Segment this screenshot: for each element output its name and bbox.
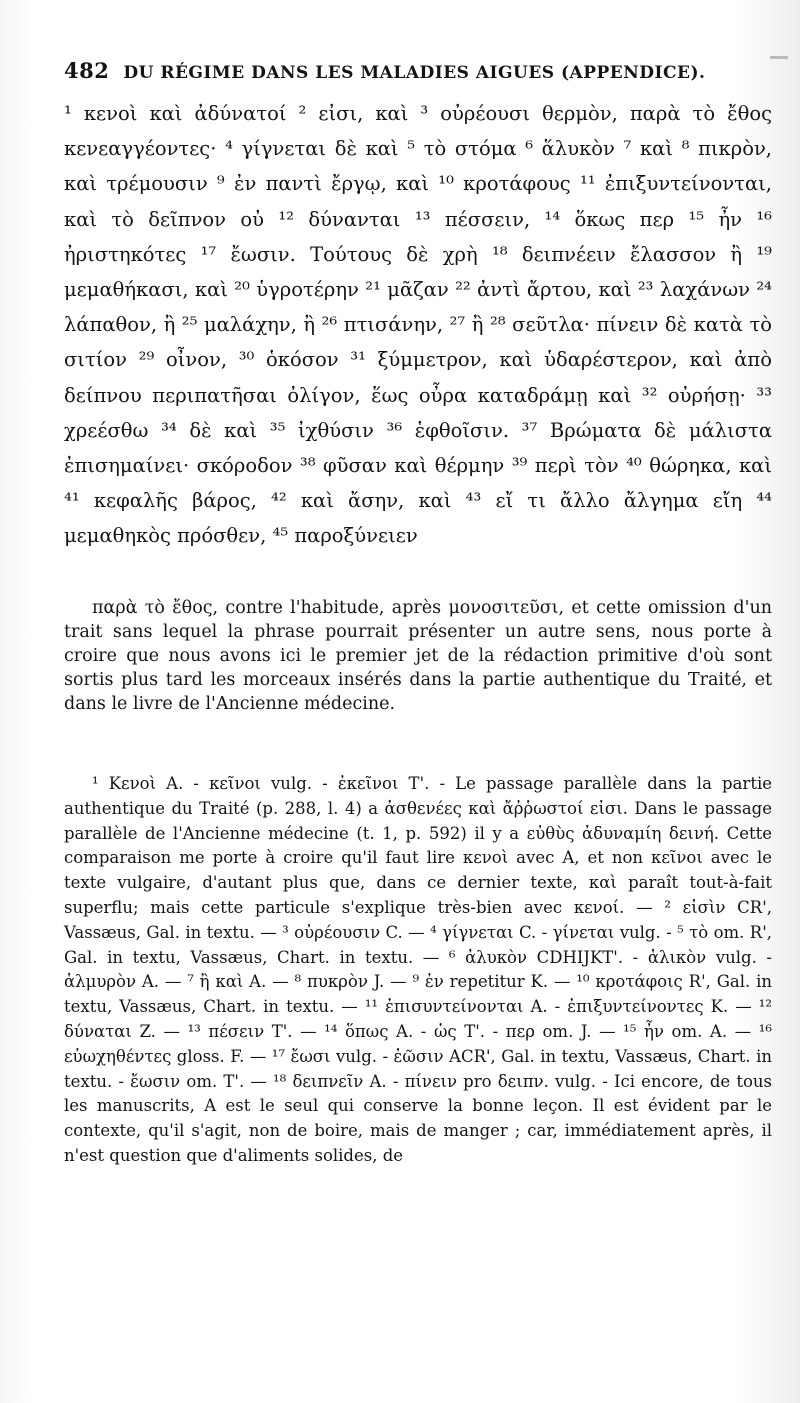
commentary-paragraph: παρὰ τὸ ἔθος, contre l'habitude, après μονοσιτεῦσι, et cette omission d'un trait sans lequel la phrase pourrait présenter un autre sens, nous porte à croire que nous avons ici le premier jet de la rédaction primitive d'où sont sortis plus tard les morceaux insérés dans la partie authentique du Traité, et dans le livre de l'Ancienne médecine. xyxy=(64,598,772,714)
greek-paragraph: ¹ κενοὶ καὶ ἀδύνατοί ² εἰσι, καὶ ³ οὐρέουσι θερμὸν, παρὰ τὸ ἔθος κενεαγγέοντες· ⁴ γίγνεται δὲ καὶ ⁵ τὸ στόμα ⁶ ἅλυκὸν ⁷ καὶ ⁸ πικρὸν, καὶ τρέμουσιν ⁹ ἐν παντὶ ἔργῳ, καὶ ¹⁰ κροτάφους ¹¹ ἐπιξυντείνονται, καὶ τὸ δεῖπνον οὐ ¹² δύνανται ¹³ πέσσειν, ¹⁴ ὅκως περ ¹⁵ ἦν ¹⁶ ἠριστηκότες ¹⁷ ἔωσιν. Τούτους δὲ χρὴ ¹⁸ δειπνέειν ἔλασσον ἢ ¹⁹ μεμαθήκασι, καὶ ²⁰ ὑγροτέρην ²¹ μᾶζαν ²² ἀντὶ ἄρτου, καὶ ²³ λαχάνων ²⁴ λάπαθον, ἢ ²⁵ μαλάχην, ἢ ²⁶ πτισάνην, ²⁷ ἢ ²⁸ σεῦτλα· πίνειν δὲ κατὰ τὸ σιτίον ²⁹ οἶνον, ³⁰ ὁκόσον ³¹ ξύμμετρον, καὶ ὑδαρέστερον, καὶ ἀπὸ δείπνου περιπατῆσαι ὀλίγον, ἕως οὖρα καταδράμῃ καὶ ³² οὐρήσῃ· ³³ χρεέσθω ³⁴ δὲ καὶ ³⁵ ἰχθύσιν ³⁶ ἑφθοῖσιν. ³⁷ Βρώματα δὲ μάλιστα ἐπισημαίνει· σκόροδον ³⁸ φῦσαν καὶ θέρμην ³⁹ περὶ τὸν ⁴⁰ θώρηκα, καὶ ⁴¹ κεφαλῆς βάρος, ⁴² καὶ ἄσην, καὶ ⁴³ εἴ τι ἄλλο ἄλγημα εἴη ⁴⁴ μεμαθηκὸς πρόσθεν, ⁴⁵ παροξύνειεν xyxy=(64,102,772,548)
edge-mark xyxy=(770,56,788,59)
commentary-block xyxy=(64,596,772,716)
footnote-paragraph: ¹ Κενοὶ A. - κεῖνοι vulg. - ἐκεῖνοι T'. - Le passage parallèle dans la partie authentique du Traité (p. 288, l. 4) a ἀσθενέες καὶ ἄῤῥωστοί εἰσι. Dans le passage parallèle de l'Ancienne médecine (t. 1, p. 592) il y a εὐθὺς ἀδυναμίη δεινή. Cette comparaison me porte à croire qu'il faut lire κενοὶ avec A, et non κεῖνοι avec le texte vulgaire, d'autant plus que, dans ce dernier texte, καὶ paraît tout-à-fait superflu; mais cette particule s'explique très-bien avec κενοί. — ² εἰσὶν CR', Vassæus, Gal. in textu. — ³ οὐρέουσιν C. — ⁴ γίγνεται C. - γίνεται vulg. - ⁵ τὸ om. R', Gal. in textu, Vassæus, Chart. in textu. — ⁶ ἀλυκὸν CDHIJKT'. - ἁλικὸν vulg. - ἁλμυρὸν A. — ⁷ ἢ καὶ A. — ⁸ πυκρὸν J. — ⁹ ἐν repetitur K. — ¹⁰ κροτάφοις R', Gal. in textu, Vassæus, Chart. in textu. — ¹¹ ἐπισυντείνονται A. - ἐπιξυντείνοντες K. — ¹² δύναται Z. — ¹³ πέσειν T'. — ¹⁴ ὅπως A. - ὡς T'. - περ om. J. — ¹⁵ ἦν om. A. — ¹⁶ εὐωχηθέντες gloss. F. — ¹⁷ ἔωσι vulg. - ἐῶσιν ACR', Gal. in textu, Vassæus, Chart. in textu. - ἔωσιν om. T'. — ¹⁸ δειπνεῖν A. - πίνειν pro δειπν. vulg. - Ici encore, de tous les manuscrits, A est le seul qui conserve la bonne leçon. Il est évident par le contexte, qu'il s'agit, non de boire, mais de manger ; car, immédiatement après, il n'est question que d'aliments solides, de xyxy=(64,774,772,1165)
greek-text-block xyxy=(64,96,772,554)
running-header xyxy=(64,58,764,83)
page-number: 482 xyxy=(64,58,110,83)
footnotes-block xyxy=(64,772,772,1169)
running-title: DU RÉGIME DANS LES MALADIES AIGUES (APPENDICE). xyxy=(123,63,706,83)
